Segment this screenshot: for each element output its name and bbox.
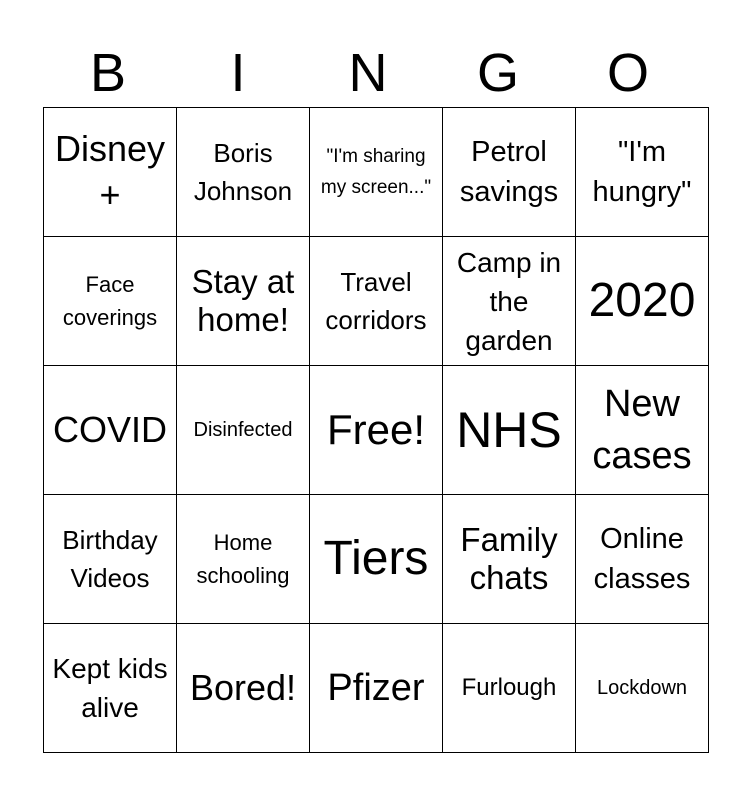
bingo-cell[interactable]	[44, 495, 177, 624]
cell-text: Stay at home!	[191, 263, 295, 338]
bingo-cell[interactable]	[576, 495, 709, 624]
header-letter-o: O	[606, 43, 649, 103]
board-row	[44, 237, 709, 366]
cell-text: Furlough	[461, 674, 557, 701]
bingo-cell[interactable]	[310, 624, 443, 753]
board-row	[44, 366, 709, 495]
header-letter-b: B	[89, 43, 127, 103]
bingo-cell[interactable]	[576, 237, 709, 366]
bingo-cell[interactable]	[177, 624, 310, 753]
bingo-cell[interactable]	[310, 366, 443, 495]
cell-text: Pfizer	[327, 667, 425, 709]
cell-text: Family chats	[460, 521, 558, 596]
bingo-cell[interactable]	[310, 108, 443, 237]
cell-text: Birthday Videos	[62, 525, 158, 593]
bingo-cell[interactable]	[177, 495, 310, 624]
cell-text: Tiers	[323, 532, 429, 585]
bingo-cell[interactable]	[576, 366, 709, 495]
bingo-cell[interactable]	[44, 366, 177, 495]
cell-text: NHS	[456, 402, 562, 458]
bingo-cell[interactable]	[177, 108, 310, 237]
cell-text: COVID	[52, 409, 167, 450]
cell-text: Online classes	[593, 523, 691, 595]
cell-text: Face coverings	[62, 272, 158, 330]
bingo-cell[interactable]	[177, 237, 310, 366]
cell-text: Disney +	[54, 128, 166, 215]
bingo-board	[43, 107, 709, 753]
bingo-cell[interactable]	[443, 366, 576, 495]
cell-text: Bored!	[189, 667, 297, 708]
bingo-cell[interactable]	[443, 237, 576, 366]
bingo-cell[interactable]	[177, 366, 310, 495]
cell-text: "I'm sharing my screen..."	[320, 146, 432, 198]
bingo-cell[interactable]	[443, 495, 576, 624]
bingo-cell[interactable]	[310, 495, 443, 624]
bingo-cell[interactable]	[310, 237, 443, 366]
board-row	[44, 495, 709, 624]
board-row	[44, 108, 709, 237]
bingo-cell[interactable]	[443, 624, 576, 753]
bingo-cell[interactable]	[576, 624, 709, 753]
header-letter-n: N	[348, 43, 388, 103]
cell-text: Petrol savings	[459, 136, 559, 208]
cell-text: Disinfected	[193, 419, 293, 441]
cell-text: Kept kids alive	[52, 653, 168, 723]
cell-text: Boris Johnson	[193, 138, 293, 206]
cell-text: Free!	[326, 406, 426, 453]
cell-text: 2020	[588, 274, 696, 327]
header-letter-g: G	[476, 43, 519, 103]
cell-text: New cases	[592, 383, 692, 477]
bingo-header	[43, 44, 693, 102]
header-letter-i: I	[230, 43, 246, 103]
cell-text: Travel corridors	[325, 267, 427, 335]
bingo-cell[interactable]	[576, 108, 709, 237]
bingo-cell[interactable]	[44, 108, 177, 237]
bingo-cell[interactable]	[44, 237, 177, 366]
cell-text: "I'm hungry"	[592, 136, 692, 208]
board-row	[44, 624, 709, 753]
bingo-cell[interactable]	[44, 624, 177, 753]
cell-text: Camp in the garden	[456, 246, 562, 356]
cell-text: Lockdown	[596, 677, 688, 699]
bingo-cell[interactable]	[443, 108, 576, 237]
cell-text: Home schooling	[196, 530, 290, 588]
